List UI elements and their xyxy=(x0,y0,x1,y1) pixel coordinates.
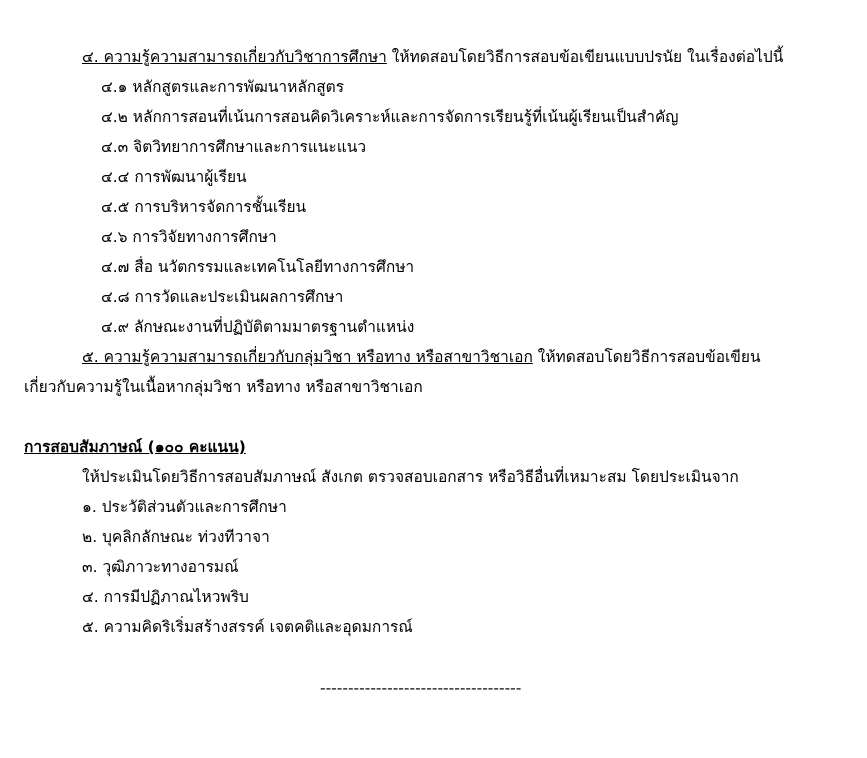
section-5-continuation: เกี่ยวกับความรู้ในเนื้อหากลุ่มวิชา หรือทาง หรือสาขาวิชาเอก xyxy=(24,378,423,396)
interview-item-2: ๒. บุคลิกลักษณะ ท่วงทีวาจา xyxy=(82,528,270,546)
section-4-item-9: ๔.๙ ลักษณะงานที่ปฏิบัติตามมาตรฐานตำแหน่ง xyxy=(101,318,415,336)
section-4-item-7: ๔.๗ สื่อ นวัตกรรมและเทคโนโลยีทางการศึกษา xyxy=(101,258,415,276)
section-4-line xyxy=(82,46,783,68)
section-5-text: ให้ทดสอบโดยวิธีการสอบข้อเขียน xyxy=(532,348,761,366)
interview-heading: การสอบสัมภาษณ์ (๑๐๐ คะแนน) xyxy=(24,438,246,456)
section-4-item-8: ๔.๘ การวัดและประเมินผลการศึกษา xyxy=(101,288,344,306)
section-4-item-2: ๔.๒ หลักการสอนที่เน้นการสอนคิดวิเคราะห์และการจัดการเรียนรู้ที่เน้นผู้เรียนเป็นสำคัญ xyxy=(101,108,679,126)
section-4-text: ให้ทดสอบโดยวิธีการสอบข้อเขียนแบบปรนัย ในเรื่องต่อไปนี้ xyxy=(386,48,784,66)
interview-item-4: ๔. การมีปฏิภาณไหวพริบ xyxy=(82,588,249,606)
footer-separator: ------------------------------------ xyxy=(320,679,522,697)
section-4-heading: ๔. ความรู้ความสามารถเกี่ยวกับวิชาการศึกษา xyxy=(82,48,387,66)
section-4-item-4: ๔.๔ การพัฒนาผู้เรียน xyxy=(101,168,247,186)
section-4-item-1: ๔.๑ หลักสูตรและการพัฒนาหลักสูตร xyxy=(101,78,345,96)
interview-item-3: ๓. วุฒิภาวะทางอารมณ์ xyxy=(82,558,239,576)
interview-item-5: ๕. ความคิดริเริ่มสร้างสรรค์ เจตคติและอุดมการณ์ xyxy=(82,618,413,636)
interview-intro: ให้ประเมินโดยวิธีการสอบสัมภาษณ์ สังเกต ตรวจสอบเอกสาร หรือวิธีอื่นที่เหมาะสม โดยประเมินจาก xyxy=(82,468,739,486)
section-5-line xyxy=(82,346,761,368)
section-4-item-3: ๔.๓ จิตวิทยาการศึกษาและการแนะแนว xyxy=(101,138,367,156)
interview-item-1: ๑. ประวัติส่วนตัวและการศึกษา xyxy=(82,498,287,516)
section-5-heading: ๕. ความรู้ความสามารถเกี่ยวกับกลุ่มวิชา หรือทาง หรือสาขาวิชาเอก xyxy=(82,348,533,366)
section-4-item-6: ๔.๖ การวิจัยทางการศึกษา xyxy=(101,228,277,246)
section-4-item-5: ๔.๕ การบริหารจัดการชั้นเรียน xyxy=(101,198,307,216)
